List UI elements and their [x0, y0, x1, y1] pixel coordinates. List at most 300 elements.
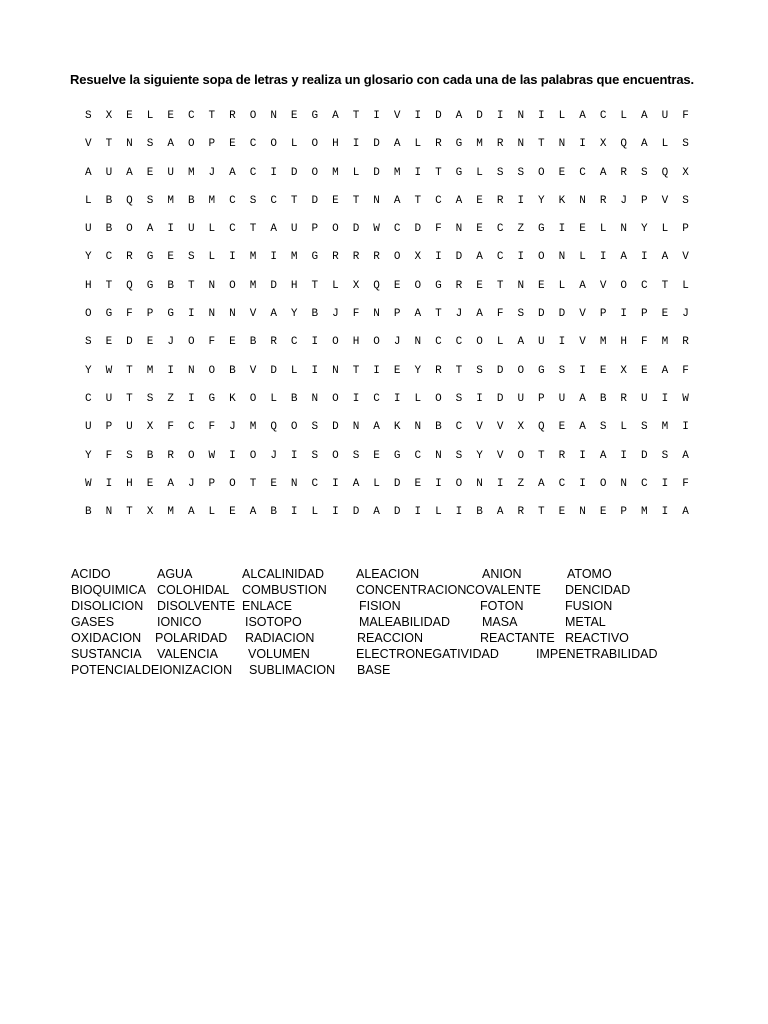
grid-letter: L	[146, 110, 154, 122]
word-list-item: REACTIVO	[565, 631, 629, 645]
grid-letter: U	[105, 166, 113, 179]
grid-letter: T	[290, 194, 298, 207]
grid-letter: L	[352, 166, 360, 179]
grid-letter: G	[311, 110, 319, 122]
grid-letter: E	[661, 308, 669, 321]
grid-letter: L	[661, 223, 669, 236]
grid-letter: R	[496, 138, 504, 151]
grid-letter: A	[641, 110, 648, 122]
grid-letter: S	[311, 421, 319, 434]
grid-letter: E	[167, 251, 174, 264]
grid-letter: G	[393, 449, 401, 462]
grid-letter: U	[84, 223, 92, 236]
grid-letter: I	[311, 336, 319, 349]
grid-letter: X	[599, 138, 607, 151]
grid-letter: N	[208, 279, 216, 292]
word-list-item: ALEACION	[356, 567, 420, 581]
word-list-item: GASES	[71, 615, 115, 629]
grid-letter: X	[682, 166, 689, 179]
grid-letter: S	[126, 449, 133, 462]
grid-letter: A	[393, 194, 401, 207]
grid-row	[78, 506, 698, 534]
grid-letter: X	[414, 251, 422, 264]
grid-letter: O	[187, 138, 195, 151]
grid-letter: L	[435, 506, 442, 519]
grid-letter: A	[373, 506, 380, 519]
word-row	[71, 567, 691, 583]
grid-letter: C	[435, 336, 442, 349]
grid-letter: A	[538, 477, 545, 490]
grid-letter: A	[496, 506, 504, 519]
grid-letter: I	[579, 364, 586, 377]
grid-letter: L	[373, 477, 380, 490]
grid-letter: O	[208, 364, 216, 377]
grid-letter: C	[105, 251, 113, 264]
grid-letter: O	[84, 308, 92, 321]
grid-letter: S	[84, 110, 92, 122]
grid-letter: V	[599, 279, 607, 292]
grid-letter: O	[249, 449, 257, 462]
grid-letter: X	[146, 506, 154, 519]
grid-letter: H	[84, 279, 92, 292]
grid-letter: I	[373, 364, 380, 377]
grid-letter: X	[352, 279, 360, 292]
grid-letter: C	[599, 110, 607, 122]
grid-letter: E	[146, 336, 154, 349]
grid-row	[78, 365, 698, 393]
grid-letter: P	[393, 308, 401, 321]
grid-letter: J	[332, 308, 339, 321]
grid-letter: D	[435, 110, 442, 122]
grid-letter: I	[167, 223, 174, 236]
grid-letter: C	[393, 223, 401, 236]
grid-row	[78, 450, 698, 478]
grid-letter: A	[146, 223, 154, 236]
grid-letter: G	[311, 251, 319, 264]
grid-letter: V	[393, 110, 401, 122]
grid-letter: C	[249, 138, 257, 151]
grid-letter: Y	[84, 364, 92, 377]
grid-letter: A	[455, 194, 463, 207]
word-list-item: DENCIDAD	[565, 583, 631, 597]
grid-letter: U	[641, 392, 648, 405]
grid-letter: A	[476, 251, 483, 264]
grid-letter: I	[476, 392, 483, 405]
word-list-item: METAL	[565, 615, 606, 629]
grid-letter: E	[229, 138, 236, 151]
grid-letter: C	[373, 392, 380, 405]
grid-letter: O	[270, 138, 277, 151]
grid-letter: C	[187, 421, 195, 434]
grid-letter: I	[270, 166, 277, 179]
grid-letter: B	[476, 506, 483, 519]
word-list-item: VALENCIA	[157, 647, 218, 661]
grid-letter: B	[146, 449, 154, 462]
grid-letter: B	[599, 392, 607, 405]
grid-letter: G	[167, 308, 174, 321]
grid-letter: D	[126, 336, 133, 349]
word-row	[71, 583, 691, 599]
grid-letter: Q	[126, 279, 133, 292]
grid-letter: S	[661, 449, 669, 462]
grid-letter: D	[455, 251, 463, 264]
grid-letter: L	[476, 166, 483, 179]
grid-letter: N	[373, 308, 380, 321]
grid-row	[78, 478, 698, 506]
grid-letter: D	[352, 223, 360, 236]
grid-letter: I	[579, 138, 586, 151]
word-list-item: BASE	[357, 663, 391, 677]
grid-letter: E	[229, 506, 236, 519]
grid-letter: N	[270, 110, 277, 122]
grid-letter: M	[167, 194, 174, 207]
grid-letter: N	[579, 506, 586, 519]
grid-letter: S	[476, 364, 483, 377]
grid-letter: A	[579, 279, 586, 292]
grid-letter: E	[332, 194, 339, 207]
word-row	[71, 631, 691, 647]
grid-letter: I	[332, 477, 339, 490]
grid-row	[78, 110, 698, 138]
grid-letter: A	[352, 477, 360, 490]
grid-letter: A	[517, 336, 525, 349]
grid-letter: I	[496, 110, 504, 122]
grid-letter: K	[229, 392, 236, 405]
grid-letter: D	[496, 364, 504, 377]
grid-letter: N	[229, 308, 236, 321]
grid-letter: B	[311, 308, 319, 321]
grid-letter: N	[352, 421, 360, 434]
grid-letter: G	[538, 364, 545, 377]
grid-letter: B	[290, 392, 298, 405]
grid-letter: F	[435, 223, 442, 236]
grid-letter: A	[167, 477, 174, 490]
grid-letter: G	[455, 138, 463, 151]
grid-letter: B	[167, 279, 174, 292]
grid-letter: T	[435, 308, 442, 321]
grid-letter: T	[105, 138, 113, 151]
grid-letter: T	[311, 279, 319, 292]
grid-letter: G	[146, 279, 154, 292]
word-list-item: REACTANTE	[480, 631, 555, 645]
grid-letter: L	[414, 138, 422, 151]
grid-letter: V	[249, 308, 257, 321]
grid-letter: A	[579, 421, 586, 434]
grid-letter: U	[84, 421, 92, 434]
grid-letter: I	[558, 223, 566, 236]
grid-letter: O	[393, 251, 401, 264]
grid-letter: H	[290, 279, 298, 292]
grid-letter: F	[208, 336, 216, 349]
grid-letter: I	[455, 506, 463, 519]
grid-letter: E	[538, 279, 545, 292]
grid-letter: V	[496, 421, 504, 434]
grid-letter: C	[579, 166, 586, 179]
grid-letter: C	[641, 279, 648, 292]
grid-letter: D	[270, 279, 277, 292]
grid-letter: I	[187, 308, 195, 321]
word-list-item: ISOTOPO	[245, 615, 302, 629]
grid-letter: J	[393, 336, 401, 349]
grid-letter: E	[229, 336, 236, 349]
grid-letter: C	[455, 421, 463, 434]
grid-letter: Q	[126, 194, 133, 207]
word-list-item: CONCENTRACION	[356, 583, 467, 597]
grid-row	[78, 223, 698, 251]
grid-letter: O	[599, 477, 607, 490]
grid-letter: T	[455, 364, 463, 377]
grid-letter: C	[187, 110, 195, 122]
grid-letter: S	[641, 166, 648, 179]
grid-letter: G	[435, 279, 442, 292]
grid-letter: I	[332, 506, 339, 519]
grid-letter: A	[167, 138, 174, 151]
grid-letter: A	[126, 166, 133, 179]
grid-letter: R	[270, 336, 277, 349]
grid-letter: F	[682, 364, 689, 377]
grid-letter: G	[208, 392, 216, 405]
grid-letter: I	[105, 477, 113, 490]
grid-letter: F	[682, 477, 689, 490]
word-list-item: SUSTANCIA	[71, 647, 142, 661]
grid-letter: U	[187, 223, 195, 236]
grid-letter: I	[496, 477, 504, 490]
grid-letter: B	[435, 421, 442, 434]
grid-letter: A	[682, 506, 689, 519]
word-list-item: SUBLIMACION	[249, 663, 336, 677]
grid-letter: E	[558, 506, 566, 519]
grid-letter: D	[373, 138, 380, 151]
grid-letter: B	[249, 336, 257, 349]
grid-letter: O	[373, 336, 380, 349]
grid-letter: P	[311, 223, 319, 236]
grid-letter: G	[146, 251, 154, 264]
grid-letter: D	[496, 392, 504, 405]
grid-letter: A	[641, 138, 648, 151]
grid-letter: D	[538, 308, 545, 321]
grid-letter: L	[496, 336, 504, 349]
grid-letter: T	[187, 279, 195, 292]
grid-letter: P	[682, 223, 689, 236]
grid-letter: E	[146, 477, 154, 490]
grid-letter: O	[229, 477, 236, 490]
grid-letter: L	[208, 251, 216, 264]
grid-letter: S	[517, 166, 525, 179]
grid-letter: R	[435, 364, 442, 377]
grid-letter: D	[352, 506, 360, 519]
grid-letter: R	[167, 449, 174, 462]
grid-letter: C	[270, 194, 277, 207]
grid-letter: Q	[373, 279, 380, 292]
grid-letter: U	[105, 392, 113, 405]
grid-letter: R	[599, 194, 607, 207]
grid-letter: J	[270, 449, 277, 462]
grid-letter: K	[558, 194, 566, 207]
grid-letter: E	[558, 421, 566, 434]
grid-letter: D	[476, 110, 483, 122]
grid-row	[78, 138, 698, 166]
grid-letter: I	[579, 477, 586, 490]
grid-letter: D	[558, 308, 566, 321]
grid-letter: A	[332, 110, 339, 122]
grid-letter: K	[393, 421, 401, 434]
grid-letter: M	[661, 421, 669, 434]
grid-letter: O	[249, 392, 257, 405]
grid-letter: O	[332, 392, 339, 405]
grid-letter: P	[208, 138, 216, 151]
grid-letter: T	[538, 449, 545, 462]
grid-letter: L	[311, 506, 319, 519]
grid-letter: C	[558, 477, 566, 490]
grid-letter: L	[332, 279, 339, 292]
grid-letter: O	[332, 336, 339, 349]
grid-letter: Q	[661, 166, 669, 179]
grid-letter: M	[332, 166, 339, 179]
grid-letter: E	[558, 166, 566, 179]
grid-letter: F	[682, 110, 689, 122]
word-list-item: ANION	[482, 567, 522, 581]
grid-letter: N	[476, 477, 483, 490]
grid-letter: T	[496, 279, 504, 292]
grid-letter: R	[229, 110, 236, 122]
grid-row	[78, 195, 698, 223]
grid-letter: S	[599, 421, 607, 434]
grid-letter: F	[352, 308, 360, 321]
grid-letter: R	[620, 392, 628, 405]
word-row	[71, 647, 691, 663]
grid-letter: L	[620, 421, 628, 434]
grid-letter: J	[682, 308, 689, 321]
word-list-item: POTENCIALDEIONIZACION	[71, 663, 233, 677]
grid-letter: I	[352, 392, 360, 405]
grid-letter: O	[311, 166, 319, 179]
grid-letter: I	[414, 110, 422, 122]
grid-letter: N	[126, 138, 133, 151]
grid-row	[78, 167, 698, 195]
grid-letter: D	[332, 421, 339, 434]
grid-letter: S	[558, 364, 566, 377]
grid-letter: A	[270, 223, 277, 236]
grid-letter: W	[84, 477, 92, 490]
grid-letter: Y	[538, 194, 545, 207]
grid-letter: E	[599, 364, 607, 377]
grid-letter: A	[599, 166, 607, 179]
grid-letter: I	[641, 251, 648, 264]
grid-letter: L	[599, 223, 607, 236]
grid-letter: I	[435, 477, 442, 490]
grid-letter: O	[290, 421, 298, 434]
grid-letter: T	[352, 194, 360, 207]
grid-letter: T	[352, 364, 360, 377]
grid-letter: A	[187, 506, 195, 519]
grid-letter: H	[126, 477, 133, 490]
grid-letter: B	[84, 506, 92, 519]
word-list-item: FISION	[359, 599, 401, 613]
grid-letter: Q	[270, 421, 277, 434]
word-list-item: POLARIDAD	[155, 631, 228, 645]
grid-letter: O	[332, 449, 339, 462]
word-list-item: MALEABILIDAD	[359, 615, 451, 629]
grid-letter: T	[126, 392, 133, 405]
grid-letter: P	[105, 421, 113, 434]
grid-letter: S	[682, 138, 689, 151]
grid-letter: I	[661, 506, 669, 519]
grid-letter: P	[208, 477, 216, 490]
grid-letter: O	[517, 364, 525, 377]
grid-letter: L	[682, 279, 689, 292]
grid-letter: U	[538, 336, 545, 349]
grid-letter: O	[435, 392, 442, 405]
grid-letter: D	[393, 477, 401, 490]
grid-letter: A	[579, 392, 586, 405]
grid-letter: T	[352, 110, 360, 122]
instruction-text: Resuelve la siguiente sopa de letras y realiza un glosario con cada una de las palabras que encuentras.	[70, 72, 694, 87]
grid-letter: T	[661, 279, 669, 292]
grid-letter: F	[105, 449, 113, 462]
grid-letter: E	[373, 449, 380, 462]
grid-letter: N	[620, 477, 628, 490]
grid-letter: M	[641, 506, 648, 519]
grid-letter: I	[538, 110, 545, 122]
grid-letter: Z	[167, 392, 174, 405]
word-list-item: MASA	[482, 615, 518, 629]
grid-letter: M	[167, 506, 174, 519]
grid-letter: T	[126, 506, 133, 519]
grid-letter: R	[352, 251, 360, 264]
grid-letter: T	[538, 506, 545, 519]
grid-letter: U	[517, 392, 525, 405]
grid-letter: G	[455, 166, 463, 179]
grid-letter: O	[455, 477, 463, 490]
grid-letter: O	[126, 223, 133, 236]
grid-letter: L	[270, 392, 277, 405]
grid-letter: I	[373, 110, 380, 122]
grid-letter: I	[435, 251, 442, 264]
grid-letter: R	[373, 251, 380, 264]
grid-letter: X	[620, 364, 628, 377]
grid-letter: S	[187, 251, 195, 264]
grid-letter: Y	[84, 449, 92, 462]
grid-letter: N	[517, 138, 525, 151]
grid-letter: C	[455, 336, 463, 349]
word-list	[71, 567, 691, 679]
grid-letter: V	[84, 138, 92, 151]
grid-letter: S	[249, 194, 257, 207]
word-list-item: RADIACION	[245, 631, 315, 645]
word-list-item: VOLUMEN	[248, 647, 310, 661]
grid-letter: O	[249, 110, 257, 122]
word-list-item: ELECTRONEGATIVIDAD	[356, 647, 499, 661]
grid-letter: O	[476, 336, 483, 349]
grid-letter: N	[373, 194, 380, 207]
grid-letter: I	[517, 251, 525, 264]
grid-letter: I	[352, 138, 360, 151]
grid-letter: L	[290, 364, 298, 377]
grid-letter: P	[599, 308, 607, 321]
grid-letter: J	[229, 421, 236, 434]
grid-letter: X	[105, 110, 113, 122]
grid-letter: H	[620, 336, 628, 349]
grid-letter: X	[146, 421, 154, 434]
grid-letter: E	[579, 223, 586, 236]
grid-letter: E	[270, 477, 277, 490]
grid-letter: E	[393, 364, 401, 377]
grid-letter: U	[167, 166, 174, 179]
grid-letter: B	[105, 194, 113, 207]
grid-letter: S	[455, 449, 463, 462]
grid-letter: T	[414, 194, 422, 207]
word-list-item: ACIDO	[71, 567, 111, 581]
